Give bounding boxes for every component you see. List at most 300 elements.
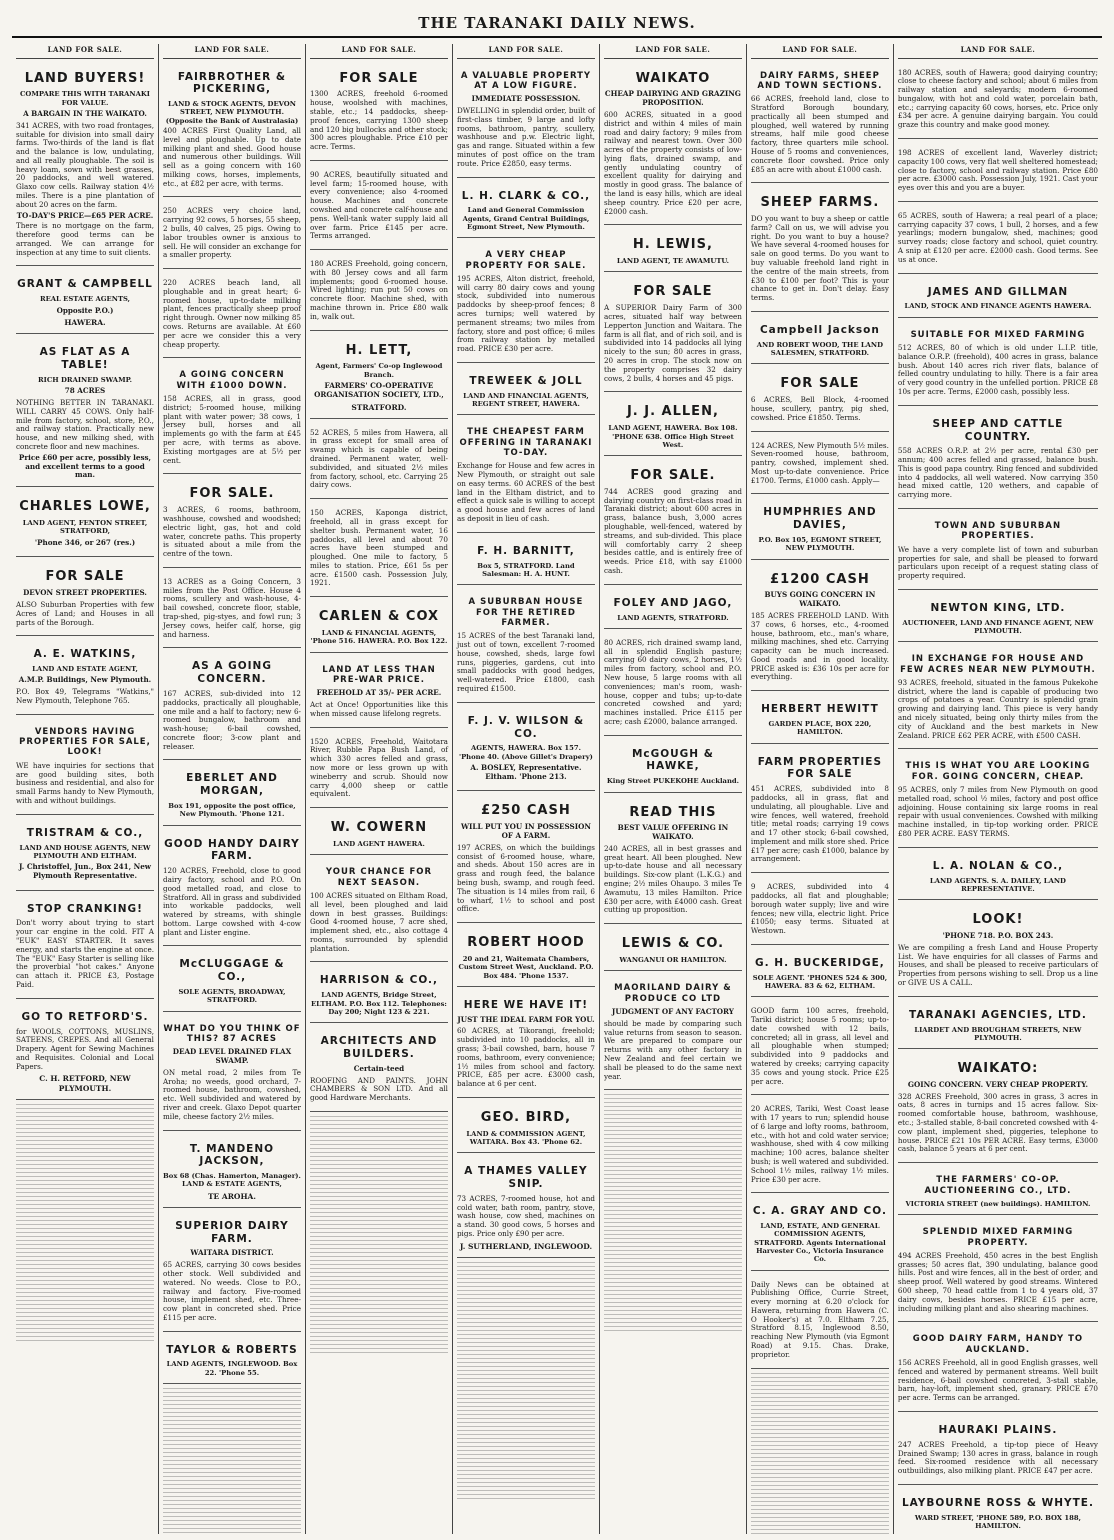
advertisement: [457, 991, 595, 1098]
ad-subheading: AND ROBERT WOOD, THE LAND SALESMEN, STRATFORD.: [756, 340, 884, 358]
ad-subheading: LAND & STOCK AGENTS, DEVON STREET, NEW PLYMOUTH. (Opposite the Bank of Australasia): [165, 100, 299, 125]
column-6: [746, 44, 893, 1534]
ad-heading: GOOD HANDY DAIRY FARM.: [164, 837, 300, 863]
advertisement: [457, 1102, 595, 1153]
ad-body: DWELLING in splendid order, built of first-class timber, 9 large and lofty rooms, bathroom, pantry, scullery, washhouse and p.w. Electric light, gas and range. Situated within a few minutes of post office on the tram route. Price £2850, easy terms.: [456, 106, 595, 168]
ad-body: for WOOLS, COTTONS, MUSLINS, SATEENS, CREPES. And all General Drapery. Agent for Sewing Machines and Requisites. Colonial and Local Papers.: [16, 1026, 154, 1071]
advertisement: [751, 949, 889, 997]
ad-subheading: Agent, Farmers' Co-op Inglewood Branch.: [315, 362, 443, 379]
ad-heading: TAYLOR & ROBERTS: [166, 1343, 298, 1356]
ad-body: 198 ACRES of excellent land, Waverley district; capacity 100 cows, very flat well sheltered homestead; close to factory, school and railway station. Price £80 per acre. £3000 cash. Possession July, 1921. Cast your eyes over this and you are a buyer.: [897, 148, 1098, 193]
advertisement: [751, 1001, 889, 1095]
ad-heading: WAIKATO:: [957, 1061, 1039, 1077]
ad-heading: L. A. NOLAN & CO.,: [932, 859, 1064, 872]
ad-body: 220 ACRES beach land, all ploughable and in great heart; 6-roomed house, up-to-date milking plant, fences practically sheep proof right through. Owner now milking 85 cows. Returns are available. At £60 per acre we consider this a very cheap property.: [162, 278, 301, 349]
ad-body: 400 ACRES First Quality Land, all level and ploughable. Up to date milking plant and shed. Good house and numerous other buildings. Will sell as a going concern with 160 milking cows, horses, implements, etc., at £82 per acre, with terms.: [162, 125, 301, 188]
ad-price: Price £60 per acre, possibly less, and excellent terms to a good man.: [18, 452, 152, 480]
ad-agent: STRATFORD.: [351, 402, 407, 412]
column-filler: [310, 1116, 448, 1353]
advertisement: [310, 601, 448, 652]
ad-subheading: COMPARE THIS WITH TARANAKI FOR VALUE.: [19, 90, 150, 107]
advertisement: [310, 732, 448, 808]
advertisement: [898, 1489, 1098, 1534]
advertisement: [457, 795, 595, 923]
ad-heading: ROBERT HOOD: [467, 935, 585, 951]
ad-heading: WHAT DO YOU THINK OF THIS? 87 ACRES: [163, 1023, 301, 1044]
ad-subheading: LAND AGENT, FENTON STREET, STRATFORD,: [22, 519, 148, 536]
ad-subheading: LAND & FINANCIAL AGENTS, 'Phone 516. HAWERA. P.O. Box 122.: [310, 629, 448, 646]
ad-subheading: SOLE AGENTS, BROADWAY, STRATFORD.: [178, 988, 286, 1005]
ad-heading: GOOD DAIRY FARM, HANDY TO AUCKLAND.: [912, 1334, 1084, 1355]
ad-heading: THE CHEAPEST FARM OFFERING IN TARANAKI TO-DAY.: [459, 427, 593, 458]
advertisement: [163, 273, 301, 358]
ad-price: TO-DAY'S PRICE—£65 PER ACRE.: [16, 210, 154, 220]
ad-lead: GOING CONCERN. VERY CHEAP PROPERTY.: [907, 1079, 1089, 1089]
advertisement: [163, 950, 301, 1011]
ad-subheading: Box 191, opposite the post office, New Plymouth. 'Phone 121.: [168, 802, 296, 819]
ad-heading: FOR SALE: [780, 376, 860, 392]
ad-body: 1520 ACRES, Freehold, Waitotara River, Rubble Papa Bush Land, of which 330 acres felled and grass, now more or less grown up with wineberry and scrub. Should now carry 4,000 sheep or cattle equivalent.: [309, 736, 448, 799]
advertisement: [898, 852, 1098, 900]
ad-body: A SUPERIOR Dairy Farm of 300 acres, situated half way between Lepperton Junction and Waitara. The farm is all flat, and of rich soil, and is subdivided into 14 paddocks all lying nicely to the sun; 80 acres in grass, 20 acres in crop. The stock now on the property comprises 32 dairy cows, 2 bulls, 4 horses and 45 pigs.: [603, 303, 742, 383]
ad-body: 240 ACRES, all in best grasses and great heart. All been ploughed. New up-to-date house and all necessary buildings. Six-cow plant (L.K.G.) and engine; 2½ miles Ohaupo. 3 miles Te Awamutu, 13 miles Hamilton. Price £30 per acre, with £4000 cash. Great cutting up proposition.: [603, 843, 742, 915]
ad-lead: Certain-teed: [353, 1063, 405, 1073]
advertisement: [310, 812, 448, 855]
advertisement: [604, 633, 742, 736]
column-5: [599, 44, 746, 1534]
ad-heading: NEWTON KING, LTD.: [930, 601, 1066, 614]
ad-body: 9 ACRES, subdivided into 4 paddocks, all flat and ploughable; borough water supply; live and wire fences; new villa, electric light. Price £1050; easy terms. Situated at Westown.: [750, 882, 889, 936]
ad-heading: LAND AT LESS THAN PRE-WAR PRICE.: [322, 664, 436, 685]
ad-heading: SPLENDID MIXED FARMING PROPERTY.: [922, 1227, 1074, 1248]
ad-lead: A BARGAIN IN THE WAIKATO.: [23, 108, 147, 118]
advertisement: [310, 423, 448, 499]
ad-agent: C. H. RETFORD, NEW PLYMOUTH.: [39, 1074, 131, 1093]
advertisement: [898, 206, 1098, 274]
ad-heading: HARRISON & CO.,: [319, 974, 439, 987]
ad-body: 73 ACRES, 7-roomed house, hot and cold water, bath room, pantry, stove, wash house, cow shed, machines on a stand. 30 good cows, 5 horses and pigs. Price only £90 per acre.: [456, 1193, 595, 1238]
ad-subheading: SOLE AGENT. 'PHONES 524 & 300, HAWERA. 83 & 62, ELTHAM.: [752, 973, 888, 990]
advertisement: [604, 460, 742, 585]
ad-body: We have a very complete list of town and suburban properties for sale, and shall be pleased to forward particulars upon receipt of a request stating class of property required.: [897, 544, 1098, 581]
ad-body: 195 ACRES, Alton district, freehold, will carry 80 dairy cows and young stock, subdivided into numerous paddocks by sheep-proof fences; 8 acres turnips; well watered by permanent streams; two miles from factory, store and post office; 6 miles from railway station by metalled road. PRICE £30 per acre.: [456, 273, 595, 354]
ad-heading: FARM PROPERTIES FOR SALE: [757, 755, 883, 781]
ad-body: P.O. Box 49, Telegrams "Watkins," New Plymouth, Telephone 765.: [16, 687, 154, 705]
advertisement: [457, 537, 595, 585]
ad-body: ROOFING AND PAINTS. JOHN CHAMBERS & SON LTD. And all good Hardware Merchants.: [309, 1075, 448, 1103]
ad-heading: AS A GOING CONCERN.: [191, 660, 272, 686]
ad-heading: A VALUABLE PROPERTY AT A LOW FIGURE.: [460, 70, 592, 91]
advertisement: [751, 1099, 889, 1193]
advertisement: [898, 1053, 1098, 1163]
advertisement: [310, 657, 448, 728]
masthead-title: THE TARANAKI DAILY NEWS.: [12, 10, 1102, 38]
ad-body: 180 ACRES, south of Hawera; good dairying country; close to cheese factory and school; about 6 miles from railway station and saleyards; modern 6-roomed bungalow, with hot and cold water, porcelain bath, etc.; carrying capacity 60 cows, horses, etc. Price only £34 per acre. A genuine dairying bargain. You could graze this country and make good money.: [897, 67, 1098, 130]
ad-body: WE have inquiries for sections that are good building sites, both business and residential, and also for small Farms handy to New Plymouth, with and without buildings.: [16, 760, 154, 805]
ad-heading: SUITABLE FOR MIXED FARMING: [910, 329, 1086, 340]
advertisement: [751, 436, 889, 495]
advertisement: [16, 63, 154, 267]
advertisement: [457, 367, 595, 415]
columns-container: [12, 44, 1102, 1534]
ad-heading: DAIRY FARMS, SHEEP AND TOWN SECTIONS.: [757, 70, 883, 91]
ad-heading: McGOUGH & HAWKE,: [631, 747, 714, 773]
ad-heading: A GOING CONCERN WITH £1000 DOWN.: [176, 370, 288, 391]
ad-body: 158 ACRES, all in grass, good district; 5-roomed house, milking plant with water power; 38 cows, 1 Jersey bull, horses and all implements go with the farm at £45 per acre, with terms as above. Existing mortgages are at 5½ per cent.: [162, 394, 301, 465]
ad-body: 494 ACRES Freehold, 450 acres in the best English grasses; 50 acres flat, 390 undulating, balance good hills. Post and wire fences, all in the best of order, and sheep proof. Well watered by good streams. Wintered 600 sheep, 70 head cattle from 1 to 4 years old, 37 dairy cows, besides horses. PRICE £15 per acre, including milking plant and also shearing machines.: [897, 1250, 1098, 1313]
advertisement: [898, 753, 1098, 847]
ad-heading: STOP CRANKING!: [27, 902, 143, 915]
ad-heading: A THAMES VALLEY SNIP.: [464, 1165, 588, 1191]
advertisement: [898, 513, 1098, 590]
advertisement: [163, 63, 301, 198]
advertisement: [604, 229, 742, 272]
ad-lead: CHEAP DAIRYING AND GRAZING PROPOSITION.: [604, 89, 741, 108]
ad-heading: F. H. BARNITT,: [477, 544, 575, 557]
advertisement: [16, 895, 154, 999]
ad-subheading: King Street PUKEKOHE Auckland.: [606, 777, 740, 786]
ad-heading: TARANAKI AGENCIES, LTD.: [909, 1008, 1087, 1021]
ad-subheading: LAND AGENTS, STRATFORD.: [617, 613, 729, 622]
ad-body: 120 ACRES, Freehold, close to good dairy factory, school and P.O. On good metalled road, and close to Stratford. All in grass and subdivided into workable paddocks, well watered by streams, with shingle bottom. Large cowshed with 4-cow plant and Lister engine.: [162, 866, 301, 937]
advertisement: [898, 904, 1098, 997]
advertisement: [751, 316, 889, 364]
advertisement: [310, 335, 448, 419]
column-kicker: LAND FOR SALE.: [457, 44, 595, 59]
advertisement: [310, 859, 448, 962]
ad-body: 6 ACRES, Bell Block, 4-roomed house, scullery, pantry, pig shed, cowshed. Price £1850. Terms.: [750, 395, 889, 422]
advertisement: [898, 1167, 1098, 1215]
column-7: [893, 44, 1102, 1534]
ad-lead: 'Phone 346, or 267 (res.): [34, 537, 136, 547]
ad-subheading: LIARDET AND BROUGHAM STREETS, NEW PLYMOUTH.: [914, 1025, 1082, 1042]
ad-body: 247 ACRES Freehold, a tip-top piece of Heavy Drained Swamp; 130 acres in grass, balance in rough feed. Six-roomed residence with all necessary outbuildings, also milking plant. PRICE £47 per acre.: [897, 1439, 1098, 1476]
ad-body: 600 ACRES, situated in a good district and within 4 miles of main road and dairy factory; 9 miles from railway and nearest town. Over 300 acres of the property consists of low-lying flats, drained swamp, and gently undulating country of excellent quality for dairying and mostly in good grass. The balance of the land is easy hills, which are ideal sheep country. Price £20 per acre, £2000 cash.: [603, 109, 742, 216]
ad-subheading: VICTORIA STREET (new buildings). HAMILTON.: [905, 1199, 1091, 1208]
advertisement: [751, 695, 889, 743]
ad-heading: MAORILAND DAIRY & PRODUCE CO LTD: [614, 983, 732, 1004]
advertisement: [751, 368, 889, 431]
ad-heading: HUMPHRIES AND DAVIES,: [763, 506, 877, 532]
ad-body: 80 ACRES, rich drained swamp land, all in splendid English pasture; carrying 60 dairy cows, 2 horses, 1½ miles from factory, school and P.O. New house, 5 large rooms with all conveniences; man's room, wash-house, copper and tubs; up-to-date concreted cowshed and yard; machines installed. Price £115 per acre; cash £2000, balance arranged.: [603, 637, 742, 726]
advertisement: [310, 254, 448, 330]
ad-body: 93 ACRES, freehold, situated in the famous Pukekohe district, where the land is capable of producing two crops of potatoes a year. Country is splendid grain growing and dairying land. This piece is very handy and nicely situated, being only thirty miles from the city of Auckland and the best markets in New Zealand. PRICE £62 PER ACRE, with £500 CASH.: [897, 677, 1098, 740]
advertisement: [16, 819, 154, 891]
ad-body: 328 ACRES Freehold, 300 acres in grass, 3 acres in oats, 8 acres in turnips and 15 acres fallow. Six-roomed comfortable house, bathroom, washhouse, etc.; 3-stalled stable, 8-bail concreted cowshed with 4-cow plant, implement shed, piggeries, telephone to house. PRICE £21 10s PER ACRE. Easy terms, £3000 cash, balance 5 years at 6 per cent.: [897, 1091, 1098, 1154]
ad-note: There is no mortgage on the farm, therefore good terms can be arranged. We can arrange for inspection at any time to suit clients.: [16, 221, 154, 257]
advertisement: [751, 877, 889, 945]
ad-heading: IN EXCHANGE FOR HOUSE AND FEW ACRES NEAR NEW PLYMOUTH.: [900, 654, 1096, 675]
ad-heading: GRANT & CAMPBELL: [17, 278, 153, 291]
advertisement: [604, 63, 742, 226]
ad-lead: A. BOSLEY, Representative. Eltham. 'Phone 213.: [470, 762, 582, 781]
ad-body: 197 ACRES, on which the buildings consist of 6-roomed house, whare, and sheds. About 150 acres are in grass and rough feed, the balance being bush, swamp, and rough feed. The situation is 14 miles from rail, 6 to wharf, 1½ to school and post office.: [456, 842, 595, 914]
ad-subheading: AGENTS, HAWERA. Box 157. 'Phone 40. (Above Gillet's Drapery): [458, 744, 593, 761]
advertisement: [898, 143, 1098, 202]
ad-heading: McCLUGGAGE & CO.,: [179, 958, 285, 984]
advertisement: [16, 338, 154, 487]
ad-lead: WILL PUT YOU IN POSSESSION OF A FARM.: [460, 822, 591, 841]
ad-subheading: AUCTIONEER, LAND AND FINANCE AGENT, NEW PLYMOUTH.: [902, 618, 1094, 635]
advertisement: [16, 561, 154, 636]
ad-body: 150 ACRES, Kaponga district, freehold, all in grass except for shelter bush. Permanent water, 16 paddocks, all level and about 70 acres have been stumped and ploughed. One mile to factory, 5 miles to station. Price, £61 5s per acre. £1500 cash. Possession July, 1921.: [309, 508, 448, 588]
ad-body: 185 ACRES FREEHOLD LAND. With 37 cows, 6 horses, etc., 4-roomed house, bathroom, etc., man's whare, milking machines, shed etc. Carrying capacity can be much increased. Good roads and in good locality. PRICE asked is: £36 10s per acre for everything.: [750, 611, 889, 682]
advertisement: [457, 927, 595, 987]
ad-body: 65 ACRES, south of Hawera; a real pearl of a place; carrying capacity 37 cows, 1 bull, 2 horses, and a few yearlings; modern bungalow, shed, machines; good survey roads; close factory and school, quiet country. A snip at £120 per acre. £2000 cash. Good terms. See us at once.: [897, 210, 1098, 264]
advertisement: [751, 748, 889, 874]
advertisement: [898, 594, 1098, 642]
advertisement: [457, 707, 595, 792]
ad-heading: THE FARMERS' CO-OP. AUCTIONEERING CO., LTD.: [924, 1175, 1072, 1196]
advertisement: [604, 797, 742, 925]
ad-subheading: LAND & COMMISSION AGENT, WAITARA. Box 43. 'Phone 62.: [466, 1129, 586, 1146]
ad-subheading: 20 and 21, Waitemata Chambers, Custom Street West, Auckland. P.O. Box 484. 'Phone 1537.: [458, 954, 594, 980]
ad-heading: CARLEN & COX: [318, 609, 440, 625]
ad-subheading: LAND AGENT, HAWERA. Box 108. 'PHONE 638. Office High Street West.: [608, 424, 738, 449]
ad-body: 100 ACRES situated on Eltham Road, all level, been ploughed and laid down in best grasses. Buildings: Good 4-roomed house, 7 acre shed, implement shed, etc., also cottage 4 rooms, surrounded by splendid plantation.: [309, 891, 448, 953]
advertisement: [898, 322, 1098, 406]
advertisement: [310, 503, 448, 597]
ad-heading: THIS IS WHAT YOU ARE LOOKING FOR. GOING CONCERN, CHEAP.: [905, 761, 1091, 782]
advertisement: [604, 928, 742, 971]
ad-heading: LAND BUYERS!: [24, 70, 146, 86]
advertisement: [16, 491, 154, 557]
ad-body: GOOD farm 100 acres, freehold, Tariki district; house 5 rooms; up-to-date cowshed with 12 bails, concreted; all in grass, all level and all ploughable when stumped; subdivided into 9 paddocks and watered by creeks; carrying capacity 35 cows and young stock. Price £25 per acre.: [750, 1006, 889, 1086]
advertisement: [163, 1135, 301, 1208]
ad-body: 451 ACRES, subdivided into 8 paddocks, all in grass, flat and undulating, all ploughable. Live and wire fences, well watered, freehold title; metal roads; carrying 19 cows and 17 other stock; 6-bail cowshed, implement and milk store shed. Price £17 per acre; cash £1000, balance by arrangement.: [750, 784, 889, 864]
ad-subheading: LAND AGENTS, INGLEWOOD. Box 22. 'Phone 55.: [166, 1360, 298, 1377]
ad-heading: FAIRBROTHER & PICKERING,: [177, 70, 287, 96]
ad-agent: TE AROHA.: [207, 1191, 256, 1201]
ad-heading: LEWIS & CO.: [621, 936, 725, 952]
advertisement: [751, 498, 889, 559]
ad-heading: T. MANDENO JACKSON,: [189, 1142, 275, 1168]
ad-heading: GEO. BIRD,: [480, 1109, 572, 1125]
advertisement: [898, 278, 1098, 318]
ad-body: 156 ACRES Freehold, all in good English grasses, well fenced and watered by permanent streams. Well built residence, 6-bail cowshed concreted, 3-stall stable, barn, hay-loft, implement shed, granary. PRICE £70 per acre. Terms can be arranged.: [897, 1358, 1098, 1403]
ad-heading: J. J. ALLEN,: [626, 404, 719, 420]
column-kicker: LAND FOR SALE.: [751, 44, 889, 59]
ad-heading: A SUBURBAN HOUSE FOR THE RETIRED FARMER.: [468, 597, 584, 628]
ad-heading: SHEEP AND CATTLE COUNTRY.: [932, 417, 1064, 443]
ad-body: ON metal road, 2 miles from Te Aroha; no weeds, good orchard, 7-roomed house, bathroom, cowshed, etc. Well subdivided and watered by river and creek. Glaxo Depot quarter mile, cheese factory 2½ miles.: [162, 1067, 301, 1121]
ad-heading: F. J. V. WILSON & CO.: [467, 714, 585, 740]
advertisement: [604, 975, 742, 1090]
ad-heading: L. H. CLARK & CO.,: [461, 189, 591, 202]
ad-body: 250 ACRES very choice land, carrying 92 cows, 5 horses, 55 sheep, 2 bulls, 40 calves, 25 pigs. Owing to labor troubles owner is anxious to sell. He will consider an exchange for a smaller property.: [162, 206, 301, 260]
ad-heading: TREWEEK & JOLL: [469, 374, 583, 387]
ad-body: NOTHING BETTER IN TARANAKI. WILL CARRY 45 COWS. Only half-mile from factory, school, store, P.O., and railway station. Practically new house, and new milking shed, with concrete floor and new machines.: [16, 398, 154, 452]
ad-heading: LAYBOURNE ROSS & WHYTE.: [901, 1496, 1094, 1509]
ad-heading: EBERLET AND MORGAN,: [186, 772, 278, 798]
ad-heading: CHARLES LOWE,: [19, 499, 151, 515]
ad-heading: VENDORS HAVING PROPERTIES FOR SALE, LOOK!: [19, 726, 151, 758]
ad-subheading: WANGANUI OR HAMILTON.: [619, 956, 727, 965]
ad-lead: JUST THE IDEAL FARM FOR YOU.: [457, 1014, 595, 1024]
column-3: [305, 44, 452, 1534]
advertisement: [898, 1326, 1098, 1412]
ad-heading: WAIKATO: [635, 70, 711, 86]
advertisement: [310, 1027, 448, 1112]
column-1: [12, 44, 158, 1534]
ad-lead: Opposite P.O.): [56, 305, 114, 315]
advertisement: [898, 646, 1098, 749]
advertisement: [604, 589, 742, 629]
advertisement: [898, 1219, 1098, 1322]
ad-heading: FOR SALE: [633, 284, 713, 300]
advertisement: [457, 242, 595, 363]
advertisement: [898, 1001, 1098, 1049]
advertisement: [751, 63, 889, 184]
ad-subheading: Land and General Commission Agents, Grand Central Buildings, Egmont Street, New Plymouth.: [462, 206, 590, 231]
column-filler: [163, 1388, 301, 1534]
ad-heading: £250 CASH: [481, 803, 571, 819]
ad-heading: ARCHITECTS AND BUILDERS.: [320, 1035, 438, 1060]
advertisement: [16, 270, 154, 334]
ad-body: 1300 ACRES, freehold 6-roomed house, woolshed with machines, stable, etc.; 14 paddocks, sheep-proof fences, carrying 1300 sheep and 120 big bullocks and other stock; 300 acres ploughable. Price £10 per acre. Terms.: [309, 89, 448, 152]
column-kicker: LAND FOR SALE.: [898, 44, 1098, 59]
ad-body: 15 ACRES of the best Taranaki land, just out of town, excellent 7-roomed house, cowshed, sheds, large fowl runs, piggeries, gardens, cut into small paddocks with good hedges, well-watered. Price £1800, cash required £1500.: [456, 631, 595, 693]
advertisement: [310, 966, 448, 1023]
advertisement: [310, 165, 448, 250]
ad-heading: Campbell Jackson: [759, 323, 880, 336]
ad-body: 65 ACRES, carrying 30 cows besides other stock. Well subdivided and watered. No weeds. Close to P.O., railway and factory. Five-roomed house, implement shed, etc. Three-cow plant in concreted shed. Price £115 per acre.: [162, 1260, 301, 1322]
ad-subheading: GARDEN PLACE, BOX 220, HAMILTON.: [768, 720, 872, 737]
ad-lead: JUDGMENT OF ANY FACTORY: [611, 1007, 734, 1017]
ad-subheading: LAND AGENTS, Bridge Street, ELTHAM. P.O. Box 112. Telephones: Day 200; Night 123 & 221.: [310, 991, 447, 1016]
advertisement: [751, 1197, 889, 1270]
ad-body: should be made by comparing such value returns from season to season. We are prepared to compare our returns with any other factory in New Zealand and feel certain we shall be pleased to do the same next year.: [603, 1018, 742, 1081]
advertisement: [457, 419, 595, 533]
ad-heading: H. LEWIS,: [632, 237, 713, 253]
advertisement: [16, 640, 154, 714]
column-filler: [604, 1094, 742, 1331]
column-filler: [16, 1104, 154, 1341]
advertisement: [163, 478, 301, 568]
advertisement: [751, 187, 889, 312]
ad-heading: FOR SALE.: [630, 468, 716, 484]
ad-subheading: LAND AGENT HAWERA.: [333, 840, 425, 849]
ad-subheading: LAND AND ESTATE AGENT,: [32, 665, 138, 674]
ad-heading: SHEEP FARMS.: [760, 195, 880, 211]
ad-subheading: LAND AND HOUSE AGENTS, NEW PLYMOUTH AND ELTHAM.: [19, 843, 151, 860]
advertisement: [604, 396, 742, 456]
column-2: [158, 44, 305, 1534]
ad-heading: C. A. GRAY AND CO.: [752, 1205, 887, 1218]
ad-body: Don't worry about trying to start your car engine in the cold. FIT A "EUK" EASY STARTER. It saves energy, and starts the engine at once. The "EUK" Easy Starter is selling like the proverbial "hot cakes." Anyone can attach it. PRICE £3, Postage Paid.: [16, 918, 154, 989]
ad-heading: HERBERT HEWITT: [761, 703, 879, 716]
ad-lead: A.M.P. Buildings, New Plymouth.: [18, 675, 152, 685]
ad-body: DO you want to buy a sheep or cattle farm? Call on us, we will advise you right. Do you want to buy a house? We have several 4-roomed houses for sale on good terms. Do you want to buy valuable freehold land right in the centre of the main streets, from £30 to £100 per foot? This is your chance to get in. Don't delay. Easy terms.: [750, 214, 889, 303]
ad-subheading: RICH DRAINED SWAMP.: [38, 376, 132, 385]
advertisement: [163, 1016, 301, 1131]
advertisement: [163, 1336, 301, 1384]
ad-heading: AS FLAT AS A TABLE!: [39, 346, 131, 372]
ad-body: 180 ACRES Freehold, going concern, with 80 Jersey cows and all farm implements; good 6-roomed house. Wired lighting; run put 50 cows on concrete floor. Machine shed, with machine thrown in. Price £80 walk in, walk out.: [309, 259, 448, 321]
ad-body: 341 ACRES, with two road frontages, suitable for division into small dairy farms. Two-thirds of the land is flat and the balance is low, undulating, and all really ploughable. The soil is heavy loam, sown with best grasses, 20 paddocks, and well watered. Glaxo cow cells. Railway station 4½ miles. There is a pine plantation of about 20 acres on the farm.: [16, 120, 154, 209]
ad-subheading: P.O. Box 105, EGMONT STREET, NEW PLYMOUTH.: [758, 536, 882, 553]
column-kicker: LAND FOR SALE.: [604, 44, 742, 59]
column-kicker: LAND FOR SALE.: [310, 44, 448, 59]
advertisement: [751, 564, 889, 692]
advertisement: [604, 740, 742, 793]
advertisement: [310, 63, 448, 161]
ad-lead: BEST VALUE OFFERING IN WAIKATO.: [617, 823, 729, 842]
advertisement: [163, 652, 301, 760]
advertisement: [457, 1157, 595, 1258]
ad-body: 90 ACRES, beautifully situated and level farm; 15-roomed house, with every convenience; also 4-roomed house. Machines and concrete cowshed and concrete calf-house and pens. Well-tank water supply laid all over farm. Price £145 per acre. Terms arranged.: [309, 169, 448, 241]
column-kicker: LAND FOR SALE.: [163, 44, 301, 59]
ad-body: Act at Once! Opportunities like this when missed cause lifelong regrets.: [309, 700, 448, 718]
ad-heading: GO TO RETFORD'S.: [21, 1010, 149, 1023]
advertisement: [898, 63, 1098, 139]
ad-lead: 'PHONE 718. P.O. BOX 243.: [942, 931, 1054, 941]
advertisement: [16, 1003, 154, 1100]
ad-heading: G. H. BUCKERIDGE,: [755, 956, 885, 969]
advertisement: [163, 830, 301, 947]
ad-lead: FREEHOLD AT 35/- PER ACRE.: [316, 688, 442, 698]
ad-body: 167 ACRES, sub-divided into 12 paddocks, practically all ploughable, one mile and a half to factory; new 6-roomed bungalow, bathroom and wash-house; 6-bail cowshed, concrete floor; 3-cow plant and releaser.: [162, 688, 301, 751]
ad-lead: DEVON STREET PROPERTIES.: [23, 588, 147, 598]
ad-body: 13 ACRES as a Going Concern, 3 miles from the Post Office. House 4 rooms, scullery and wash-house, 4-bail cowshed, concrete floor, stable, trap-shed, pig-styes, and fowl run; 3 Jersey cows, heifer calf, horse, gig and harness.: [162, 576, 301, 639]
ad-body: 512 ACRES, 80 of which is old under L.I.P. title, balance O.R.P. (freehold), 400 acres in grass, balance bush. About 140 acres rich river flats, balance of felled country undulating to hilly. There is a fair area of very good country in the unfelled portion. PRICE £8 10s per acre. Terms, £2000 cash, possibly less.: [897, 343, 1098, 396]
ad-lead: FARMERS' CO-OPERATIVE ORGANISATION SOCIETY, LTD.,: [314, 381, 444, 399]
ad-heading: FOR SALE: [339, 70, 419, 86]
advertisement: [457, 589, 595, 703]
advertisement: [163, 1212, 301, 1332]
ad-heading: READ THIS: [629, 804, 717, 820]
ad-heading: FOR SALE: [45, 569, 125, 585]
ad-heading: FOLEY AND JAGO,: [613, 596, 733, 609]
ad-heading: FOR SALE.: [189, 486, 275, 502]
ad-body: 558 ACRES O.R.P. at 2½ per acre, rental £30 per annum; 400 acres felled and grassed, balance bush. This is good papa country. Ring fenced and subdivided into 4 paddocks, all well watered. Now carrying 350 head mixed cattle, 120 wethers, and capable of carrying more.: [897, 446, 1098, 500]
ad-subheading: LAND AGENT, TE AWAMUTU.: [616, 257, 730, 266]
column-filler: [457, 1262, 595, 1499]
column-kicker: LAND FOR SALE.: [16, 44, 154, 59]
ad-lead: WAITARA DISTRICT.: [190, 1248, 274, 1258]
ad-body: We are compiling a fresh Land and House Property List. We have enquiries for all classes of Farms and Houses, and shall be pleased to receive particulars of Properties from persons wishing to sell. Drop us a line or GIVE US A CALL.: [897, 942, 1098, 987]
ad-body: ALSO Suburban Properties with few Acres of Land; and Houses in all parts of the Borough.: [16, 599, 154, 627]
advertisement: [163, 572, 301, 648]
ad-body: 744 ACRES good grazing and dairying country on first-class road in Taranaki district; about 600 acres in grass, balance bush, 3,000 acres ploughable, well-fenced, watered by streams, and sub-divided. This place will comfortably carry 2 sheep besides cattle, and is entirely free of weeds. Price £18, with say £1000 cash.: [603, 486, 742, 575]
advertisement: [16, 719, 154, 815]
ad-heading: A. E. WATKINS,: [33, 648, 137, 661]
ad-heading: W. COWERN: [330, 820, 428, 836]
ad-heading: TOWN AND SUBURBAN PROPERTIES.: [934, 521, 1062, 542]
ad-subheading: LAND, STOCK AND FINANCE AGENTS HAWERA.: [904, 302, 1092, 311]
ad-lead: IMMEDIATE POSSESSION.: [471, 94, 581, 104]
ad-heading: TRISTRAM & CO.,: [26, 826, 144, 839]
ad-heading: SUPERIOR DAIRY FARM.: [175, 1219, 289, 1245]
ad-heading: HAURAKI PLAINS.: [938, 1423, 1058, 1436]
ad-subheading: LAND, ESTATE, AND GENERAL COMMISSION AGENTS, STRATFORD. Agents International Harvester Co., Victoria Insurance Co.: [754, 1222, 886, 1264]
ad-heading: H. LETT,: [345, 342, 413, 358]
advertisement: [604, 276, 742, 392]
ad-body: 3 ACRES, 6 rooms, bathroom, washhouse, cowshed and woodshed; electric light, gas, hot and cold water, concrete paths. This property is situated about a mile from the centre of the town.: [162, 505, 301, 559]
ad-subheading: REAL ESTATE AGENTS,: [39, 295, 131, 304]
ad-lead: DEAD LEVEL DRAINED FLAX SWAMP.: [172, 1047, 292, 1066]
ad-subheading: LAND AGENTS. S. A. DAILEY, LAND REPRESENTATIVE.: [929, 876, 1066, 893]
column-filler: [751, 1373, 889, 1534]
ad-body: Exchange for House and few acres in New Plymouth, or straight out sale on easy terms. 60 ACRES of the best land in the Eltham district, and to effect a quick sale is willing to accept a good house and few acres of land as deposit in lieu of cash.: [456, 461, 595, 524]
ad-body: 66 ACRES, freehold land, close to Stratford Borough boundary, practically all been stumped and ploughed, well watered by running streams, half mile good cheese factory, three quarters mile school. House of 5 rooms and conveniences, concrete floor cowshed. Price only £85 an acre with about £1000 cash.: [750, 94, 889, 174]
ad-subheading: Box 68 (Chas. Hamerton, Manager). LAND & ESTATE AGENTS,: [163, 1172, 301, 1189]
ad-subheading: LAND AND FINANCIAL AGENTS, REGENT STREET, HAWERA.: [463, 391, 589, 408]
advertisement: [163, 362, 301, 474]
ad-lead: BUYS GOING CONCERN IN WAIKATO.: [764, 590, 876, 609]
advertisement: [457, 182, 595, 239]
advertisement: [898, 410, 1098, 509]
